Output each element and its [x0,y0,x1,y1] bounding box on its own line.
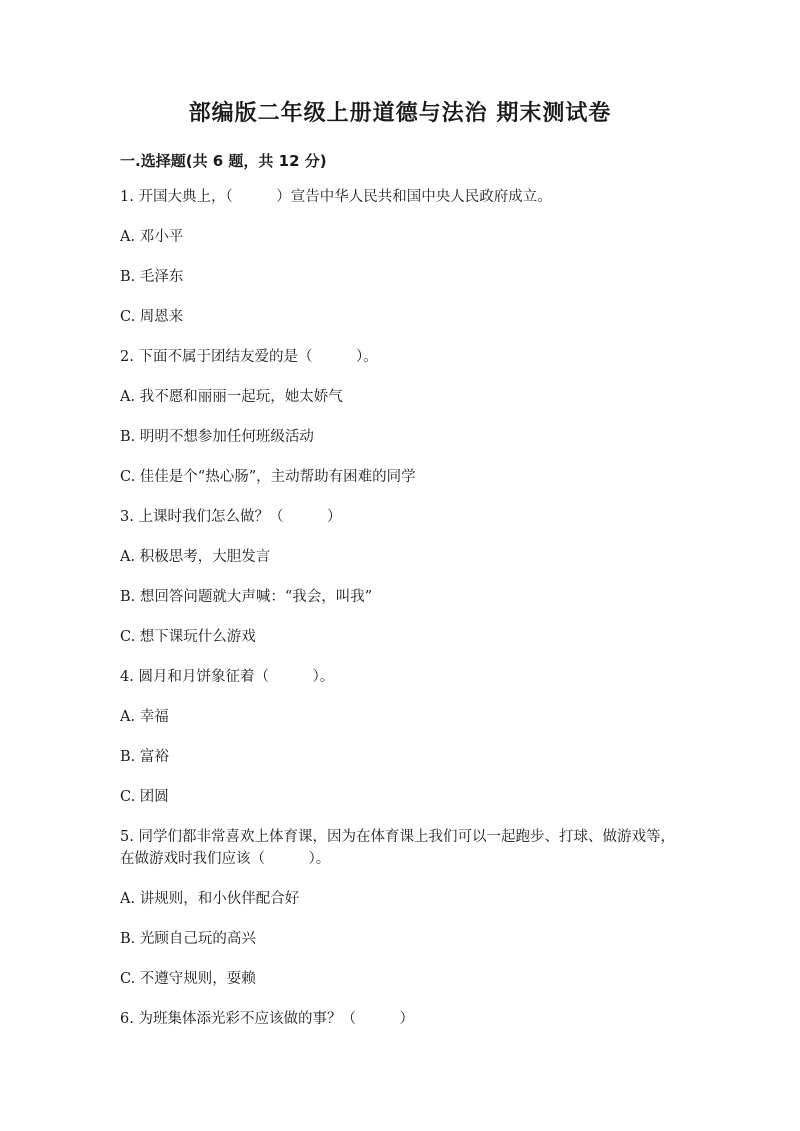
option-b: B. 毛泽东 [120,269,184,285]
option-b: B. 光顾自己玩的高兴 [120,931,256,947]
option-b: B. 明明不想参加任何班级活动 [120,429,314,445]
question-text: 4. 圆月和月饼象征着（ ）。 [120,669,335,685]
question-6 [120,1008,680,1030]
option-c: C. 不遵守规则，耍赖 [120,971,256,987]
question-3 [120,506,680,648]
question-text: 3. 上课时我们怎么做？（ ） [120,509,342,525]
option-a: A. 积极思考，大胆发言 [120,549,271,565]
option-c: C. 团圆 [120,789,169,805]
question-1 [120,186,680,328]
question-text: 1. 开国大典上，（ ）宣告中华人民共和国中央人民政府成立。 [120,189,552,205]
option-c: C. 佳佳是个“热心肠”，主动帮助有困难的同学 [120,469,416,485]
option-a: A. 讲规则，和小伙伴配合好 [120,891,300,907]
question-4 [120,666,680,808]
question-text: 5. 同学们都非常喜欢上体育课，因为在体育课上我们可以一起跑步、打球、做游戏等，在做游戏时我们应该（ ）。 [120,829,675,867]
page-title: 部编版二年级上册道德与法治 期末测试卷 [188,101,612,126]
option-a: A. 邓小平 [120,229,184,245]
option-c: C. 想下课玩什么游戏 [120,629,256,645]
option-b: B. 富裕 [120,749,169,765]
question-text: 6. 为班集体添光彩不应该做的事？（ ） [120,1011,414,1027]
option-b: B. 想回答问题就大声喊：“我会，叫我” [120,589,373,605]
section-heading: 一.选择题(共 6 题，共 12 分) [120,152,327,170]
question-text: 2. 下面不属于团结友爱的是（ ）。 [120,349,378,365]
option-a: A. 幸福 [120,709,169,725]
option-a: A. 我不愿和丽丽一起玩，她太娇气 [120,389,343,405]
question-2 [120,346,680,488]
option-c: C. 周恩来 [120,309,184,325]
question-list [120,186,680,1048]
question-5 [120,826,680,990]
